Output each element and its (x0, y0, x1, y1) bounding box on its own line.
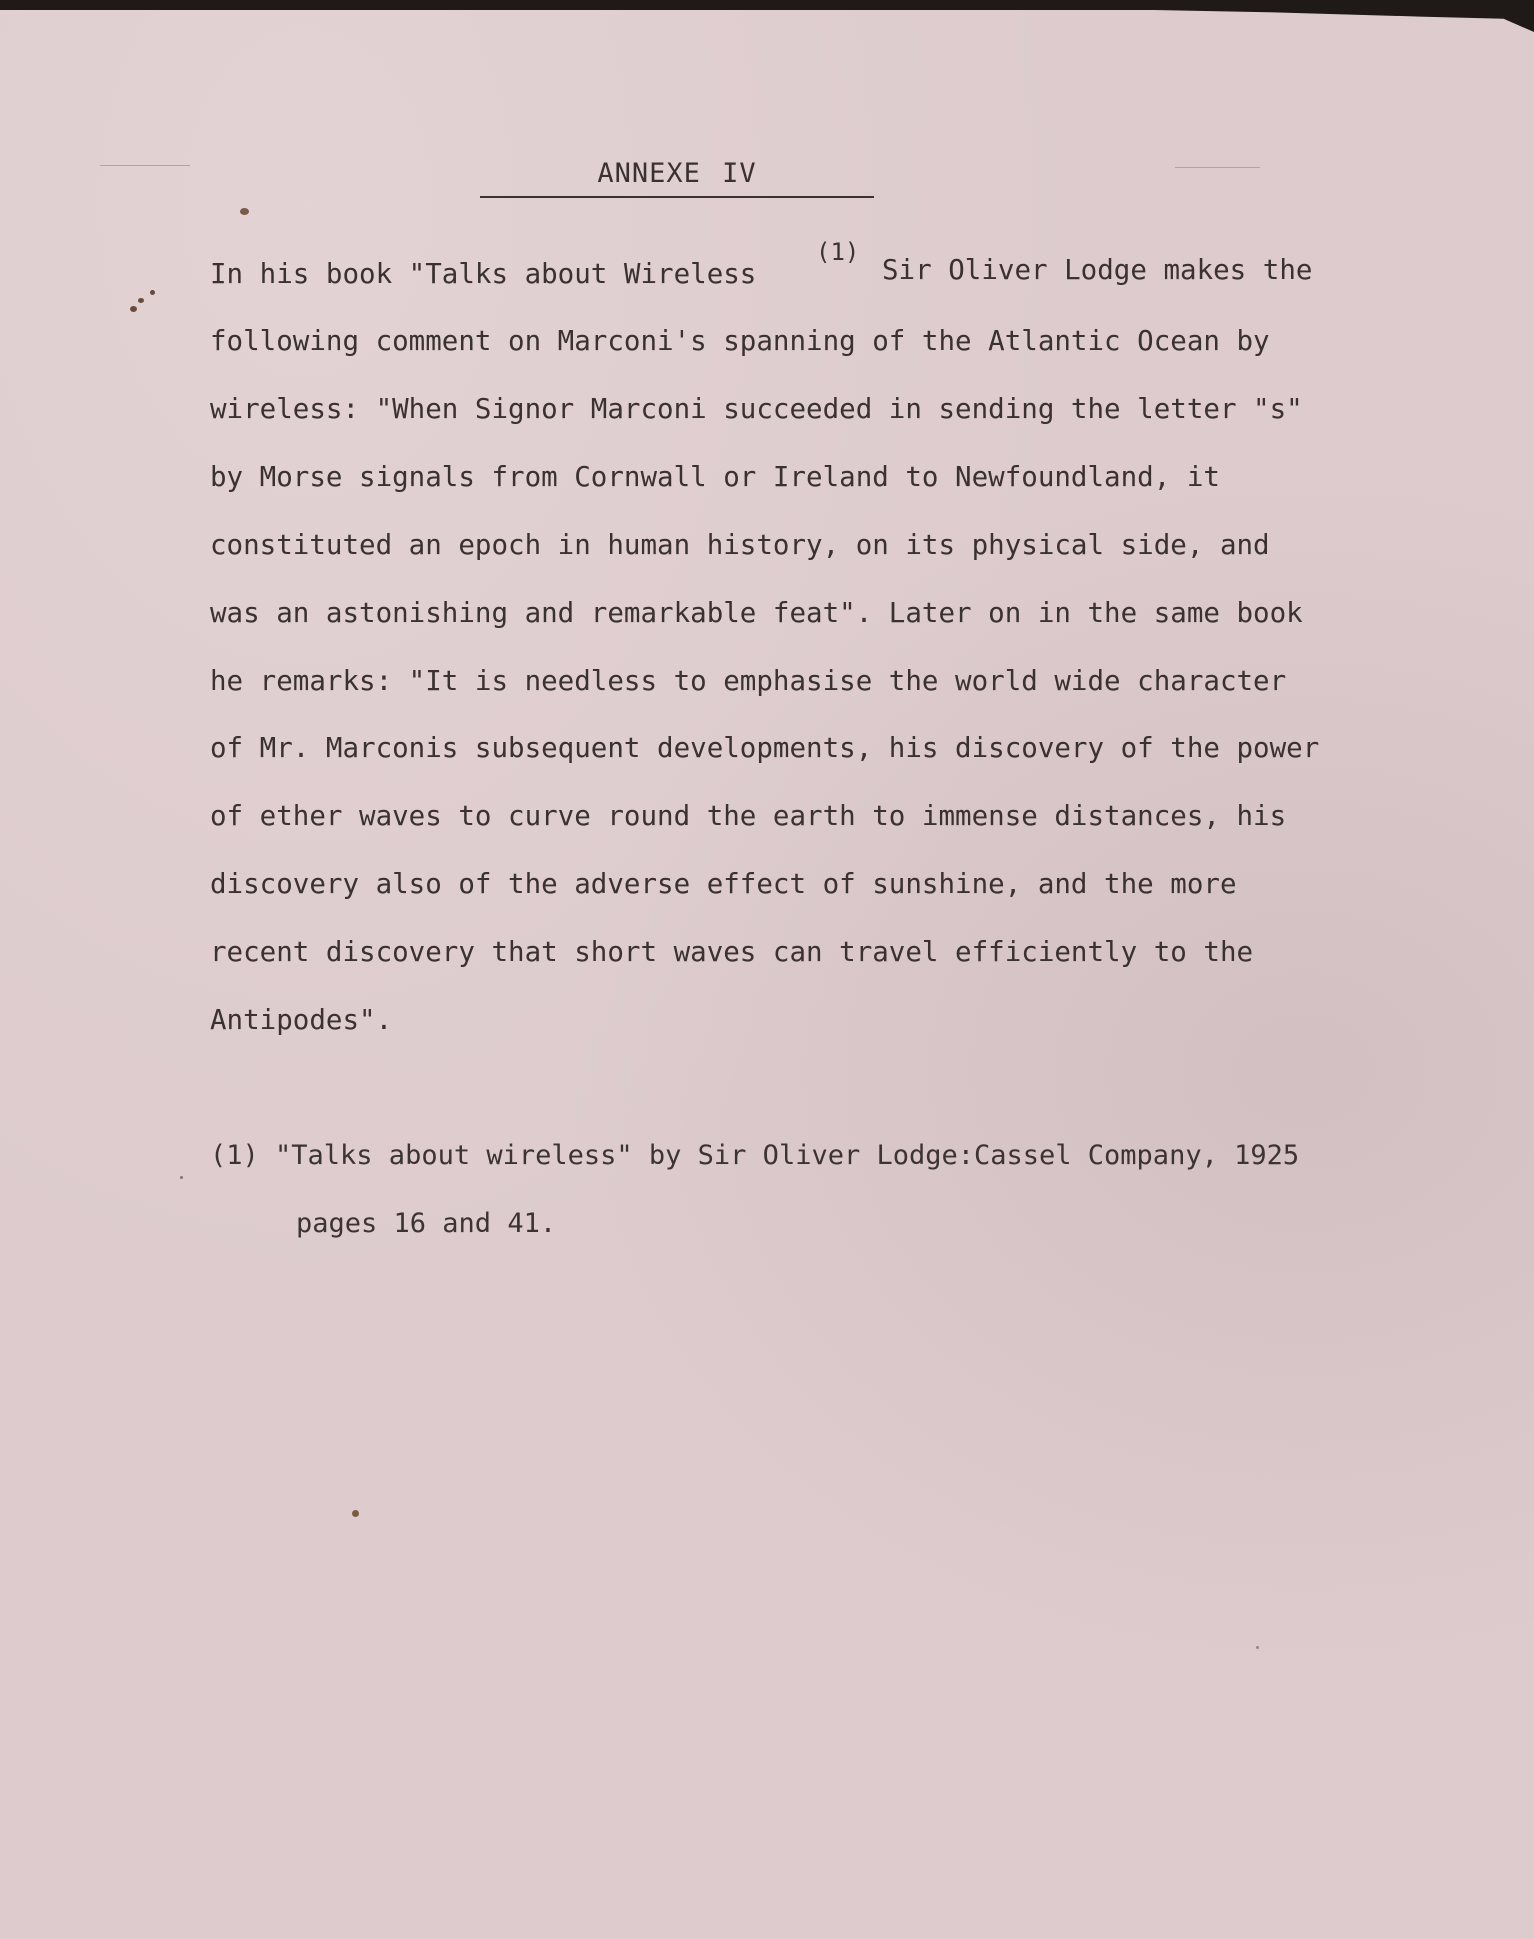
ink-spot (150, 290, 155, 295)
paragraph-line-7: he remarks: "It is needless to emphasise the world wide character (210, 665, 1287, 697)
heading-underline (480, 196, 874, 198)
paragraph-line-1: In his book "Talks about Wireless (210, 258, 757, 290)
paragraph-line-3: wireless: "When Signor Marconi succeeded in sending the letter "s" (210, 393, 1303, 425)
footnote-line-2: pages 16 and 41. (296, 1208, 557, 1239)
paragraph-line-2: following comment on Marconi's spanning of the Atlantic Ocean by (210, 325, 1270, 357)
paragraph-line-11: recent discovery that short waves can travel efficiently to the (210, 936, 1254, 968)
margin-mark-right (1175, 167, 1260, 168)
paragraph-line-6: was an astonishing and remarkable feat". Later on in the same book (210, 597, 1303, 629)
paragraph-line-1-tail: Sir Oliver Lodge makes the (882, 254, 1313, 286)
page-heading: ANNEXE IV (597, 158, 757, 189)
footnote-line-1: (1) "Talks about wireless" by Sir Oliver Lodge:Cassel Company, 1925 (210, 1140, 1300, 1171)
ink-spot (130, 306, 137, 312)
document-page (0, 10, 1534, 1939)
paper-speck (1256, 1646, 1259, 1649)
foxing-spot (352, 1510, 359, 1517)
paragraph-line-5: constituted an epoch in human history, on its physical side, and (210, 529, 1270, 561)
footnote-reference: (1) (816, 238, 860, 266)
ink-spot (240, 208, 249, 215)
torn-edge (1154, 10, 1534, 32)
paragraph-line-10: discovery also of the adverse effect of sunshine, and the more (210, 868, 1237, 900)
paragraph-line-8: of Mr. Marconis subsequent developments, his discovery of the power (210, 732, 1320, 764)
paragraph-line-9: of ether waves to curve round the earth to immense distances, his (210, 800, 1287, 832)
ink-spot (138, 298, 144, 303)
paragraph-line-4: by Morse signals from Cornwall or Ireland to Newfoundland, it (210, 461, 1220, 493)
paper-speck (180, 1176, 183, 1179)
margin-mark-left (100, 165, 190, 166)
paragraph-line-12: Antipodes". (210, 1004, 393, 1036)
